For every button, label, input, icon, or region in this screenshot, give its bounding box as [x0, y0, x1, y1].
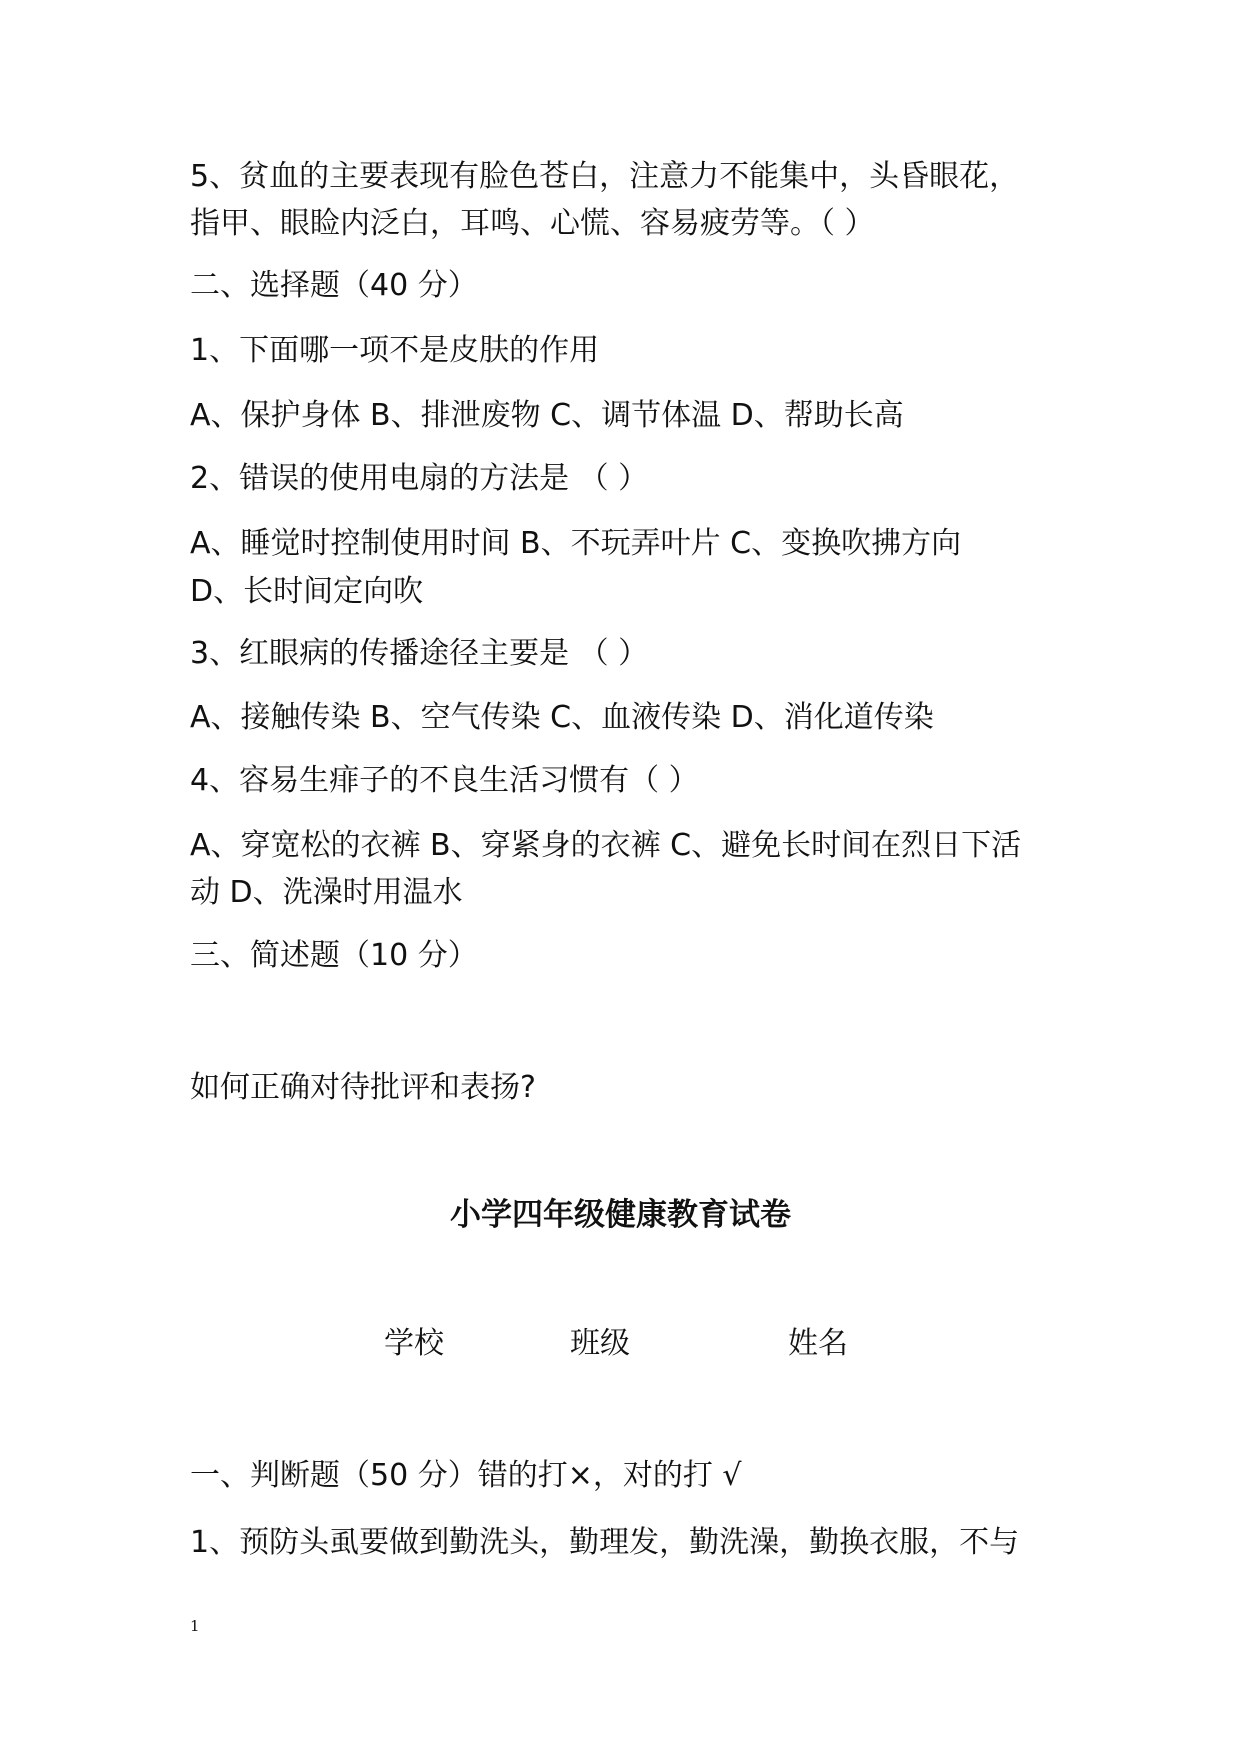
choice-question-2-options-line-1: A、睡觉时控制使用时间 B、不玩弄叶片 C、变换吹拂方向: [190, 526, 962, 561]
section-1-title: 一、判断题（50 分）错的打×，对的打 √: [190, 1458, 742, 1493]
page-number: 1: [190, 1617, 200, 1635]
section-3-title: 三、简述题（10 分）: [190, 938, 478, 973]
section-2-title: 二、选择题（40 分）: [190, 268, 478, 303]
choice-question-2-options-line-2: D、长时间定向吹: [190, 574, 424, 609]
choice-question-3-options: A、接触传染 B、空气传染 C、血液传染 D、消化道传染: [190, 700, 934, 735]
choice-question-2: 2、错误的使用电扇的方法是 （ ）: [190, 461, 649, 496]
choice-question-4-options-line-2: 动 D、洗澡时用温水: [190, 875, 463, 910]
exam-title: 小学四年级健康教育试卷: [450, 1197, 791, 1233]
judgment-question-1-line-1: 1、预防头虱要做到勤洗头，勤理发，勤洗澡，勤换衣服，不与: [190, 1525, 1020, 1560]
class-label: 班级: [570, 1326, 630, 1361]
judgment-question-5-line-2: 指甲、眼睑内泛白，耳鸣、心慌、容易疲劳等。（ ）: [190, 206, 875, 241]
choice-question-4-options-line-1: A、穿宽松的衣裤 B、穿紧身的衣裤 C、避免长时间在烈日下活: [190, 828, 1022, 863]
name-label: 姓名: [788, 1326, 848, 1361]
school-label: 学校: [384, 1326, 444, 1361]
choice-question-1-options: A、保护身体 B、排泄废物 C、调节体温 D、帮助长高: [190, 398, 904, 433]
judgment-question-5-line-1: 5、贫血的主要表现有脸色苍白，注意力不能集中，头昏眼花，: [190, 159, 1020, 194]
choice-question-1: 1、下面哪一项不是皮肤的作用: [190, 333, 600, 368]
choice-question-4: 4、容易生痱子的不良生活习惯有（ ）: [190, 763, 699, 798]
choice-question-3: 3、红眼病的传播途径主要是 （ ）: [190, 636, 649, 671]
essay-question: 如何正确对待批评和表扬?: [190, 1070, 536, 1105]
